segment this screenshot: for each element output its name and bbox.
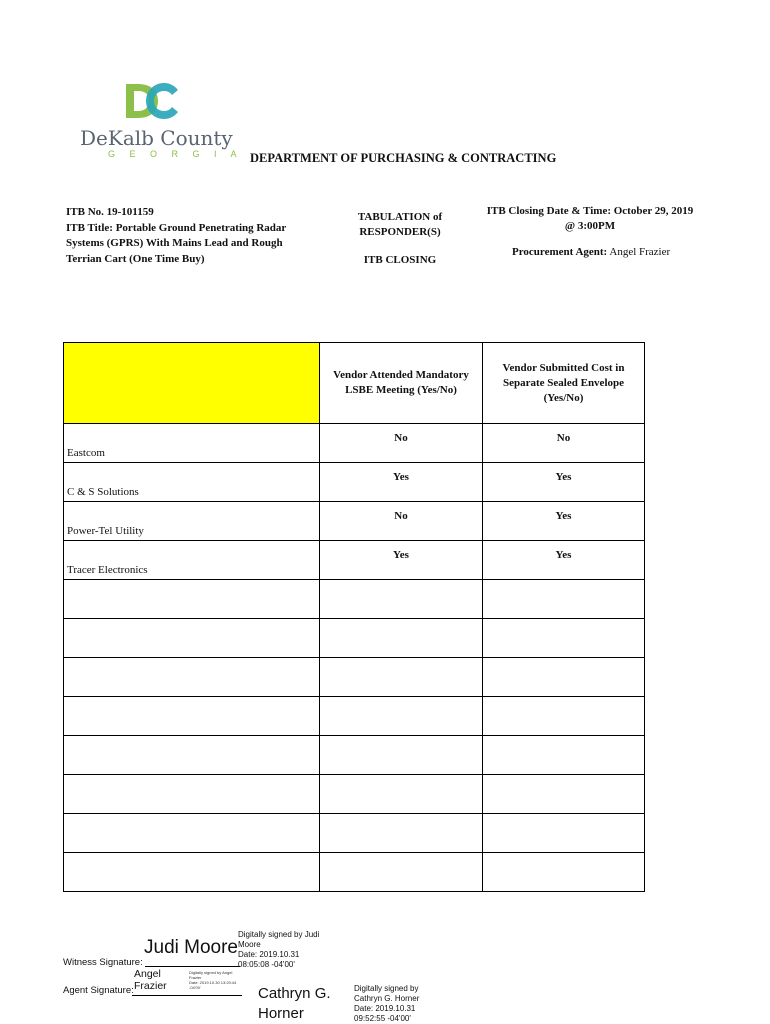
witness-signature-label: Witness Signature: <box>63 957 143 968</box>
agent-detail-4: -04'00' <box>189 985 201 990</box>
table-header-row <box>64 343 645 424</box>
witness-detail-3: Date: 2019.10.31 <box>238 950 300 959</box>
sealed-envelope-cell <box>483 658 645 697</box>
sealed-envelope-cell <box>483 853 645 892</box>
sealed-envelope-cell: Yes <box>483 541 645 580</box>
table-row <box>64 580 645 619</box>
lsbe-meeting-cell <box>320 814 483 853</box>
logo-county-name: DeKalb County <box>80 126 233 150</box>
itb-number: ITB No. 19-101159 <box>66 206 154 218</box>
closing-date-line-1: ITB Closing Date & Time: October 29, 2019 <box>486 205 694 217</box>
agent-name-line-2: Frazier <box>134 980 167 992</box>
sealed-envelope-cell <box>483 736 645 775</box>
itb-closing-label: ITB CLOSING <box>363 254 437 266</box>
vendor-name-cell <box>64 853 320 892</box>
vendor-name-cell: Power-Tel Utility <box>64 502 320 541</box>
agent-detail-1: Digitally signed by Angel <box>189 970 233 975</box>
agent-signature-line <box>132 995 242 996</box>
sealed-envelope-cell: Yes <box>483 463 645 502</box>
lsbe-meeting-cell: No <box>320 502 483 541</box>
department-title: DEPARTMENT OF PURCHASING & CONTRACTING <box>250 151 557 165</box>
third-signature-details <box>354 984 419 1024</box>
lsbe-meeting-cell <box>320 619 483 658</box>
vendor-name-cell: Eastcom <box>64 424 320 463</box>
procurement-agent <box>512 246 670 258</box>
vendor-name-cell <box>64 775 320 814</box>
agent-signature-label: Agent Signature: <box>63 985 134 996</box>
third-detail-2: Cathryn G. Horner <box>354 994 420 1003</box>
closing-date-line-2: @ 3:00PM <box>564 220 616 232</box>
third-name-line-2: Horner <box>258 1005 304 1022</box>
header-sealed-envelope <box>483 343 645 424</box>
tabulation-line-1: TABULATION of <box>357 211 443 223</box>
table-row <box>64 814 645 853</box>
sealed-envelope-cell <box>483 697 645 736</box>
lsbe-meeting-cell <box>320 580 483 619</box>
third-name-line-1: Cathryn G. <box>258 985 331 1002</box>
itb-title-line-1: ITB Title: Portable Ground Penetrating Radar <box>66 221 287 234</box>
tabulation-table <box>63 342 645 892</box>
sealed-envelope-cell <box>483 580 645 619</box>
agent-name-line-1: Angel <box>134 968 161 980</box>
highlight-header-cell <box>64 343 320 424</box>
vendor-name-cell: Tracer Electronics <box>64 541 320 580</box>
third-detail-3: Date: 2019.10.31 <box>354 1004 416 1013</box>
table-row <box>64 619 645 658</box>
tabulation-title <box>340 210 460 240</box>
itb-title-line-3: Terrian Cart (One Time Buy) <box>66 252 205 265</box>
header-sealed-line-1: Vendor Submitted Cost in <box>502 361 625 374</box>
agent-signature-details <box>189 970 236 990</box>
tabulation-line-2: RESPONDER(S) <box>359 226 441 238</box>
header-sealed-line-3: (Yes/No) <box>543 391 584 404</box>
witness-detail-2: Moore <box>238 940 261 949</box>
vendor-name-cell <box>64 697 320 736</box>
logo-state-name: G E O R G I A <box>108 149 243 159</box>
table-row <box>64 658 645 697</box>
witness-detail-1: Digitally signed by Judi <box>238 930 320 939</box>
agent-detail-3: Date: 2019.10.30 13:20:44 <box>189 980 237 985</box>
lsbe-meeting-cell <box>320 853 483 892</box>
witness-signature-line <box>145 966 240 967</box>
sealed-envelope-cell <box>483 619 645 658</box>
third-detail-1: Digitally signed by <box>354 984 419 993</box>
sealed-envelope-cell: Yes <box>483 502 645 541</box>
table-row <box>64 736 645 775</box>
table-row <box>64 853 645 892</box>
sealed-envelope-cell <box>483 775 645 814</box>
lsbe-meeting-cell <box>320 736 483 775</box>
header-sealed-line-2: Separate Sealed Envelope <box>503 376 624 389</box>
lsbe-meeting-cell: No <box>320 424 483 463</box>
procurement-agent-name: Angel Frazier <box>609 246 671 258</box>
lsbe-meeting-cell: Yes <box>320 541 483 580</box>
procurement-agent-label: Procurement Agent: <box>512 246 608 258</box>
third-detail-4: 09:52:55 -04'00' <box>354 1014 411 1023</box>
lsbe-meeting-cell <box>320 775 483 814</box>
vendor-name-cell: C & S Solutions <box>64 463 320 502</box>
table-row <box>64 463 645 502</box>
closing-date-time <box>480 204 700 234</box>
header-lsbe-line-1: Vendor Attended Mandatory <box>333 369 469 381</box>
sealed-envelope-cell <box>483 814 645 853</box>
agent-signature-name <box>134 968 167 992</box>
witness-detail-4: 08:05:08 -04'00' <box>238 960 295 969</box>
dc-logo-mark-icon <box>124 80 180 122</box>
vendor-name-cell <box>64 814 320 853</box>
third-signature-name <box>258 984 331 1024</box>
witness-signature-details <box>238 930 319 970</box>
lsbe-meeting-cell <box>320 658 483 697</box>
sealed-envelope-cell: No <box>483 424 645 463</box>
vendor-name-cell <box>64 658 320 697</box>
witness-signature-name: Judi Moore <box>144 937 238 958</box>
table-row <box>64 541 645 580</box>
lsbe-meeting-cell: Yes <box>320 463 483 502</box>
header-lsbe-line-2: LSBE Meeting (Yes/No) <box>345 384 457 396</box>
vendor-name-cell <box>64 736 320 775</box>
vendor-name-cell <box>64 580 320 619</box>
agent-detail-2: Frazier <box>189 975 202 980</box>
vendor-name-cell <box>64 619 320 658</box>
table-row <box>64 697 645 736</box>
table-row <box>64 424 645 463</box>
table-row <box>64 775 645 814</box>
itb-title-line-2: Systems (GPRS) With Mains Lead and Rough <box>66 237 283 249</box>
table-row <box>64 502 645 541</box>
itb-info <box>66 205 316 267</box>
dekalb-county-logo <box>80 80 243 160</box>
header-lsbe-meeting <box>320 343 483 424</box>
lsbe-meeting-cell <box>320 697 483 736</box>
